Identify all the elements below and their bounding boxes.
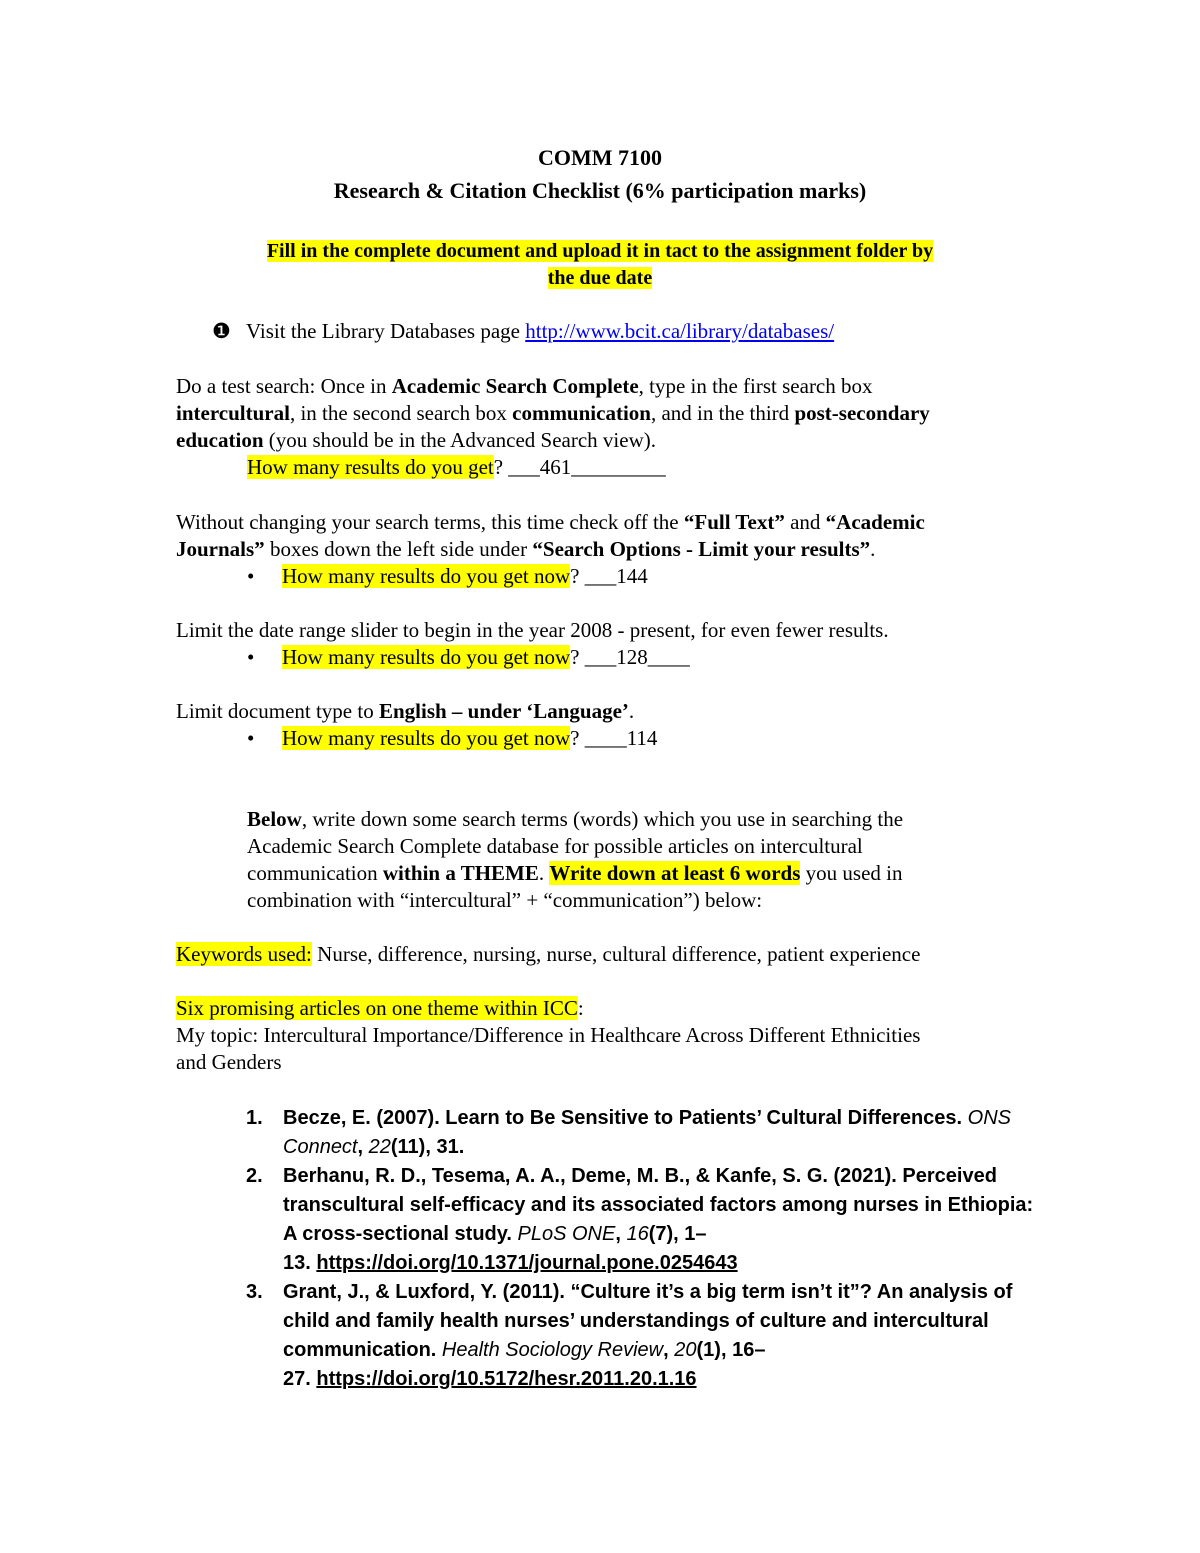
text: ,	[615, 1223, 627, 1245]
text: (you should be in the Advanced Search view).	[263, 428, 656, 452]
list-item	[246, 1104, 1036, 1162]
keywords-line	[176, 941, 1100, 968]
journal-name: Health Sociology Review	[441, 1339, 664, 1361]
option-name: Journals”	[176, 537, 265, 561]
text: ,	[357, 1136, 369, 1158]
database-name: Academic Search Complete	[391, 374, 639, 398]
topic-text[interactable]: My topic: Intercultural Importance/Difference in Healthcare Across Different Ethnicities	[176, 1023, 921, 1047]
keyword: post-secondary	[794, 401, 930, 425]
bullet: •	[247, 726, 255, 750]
text: Limit document type to	[176, 699, 379, 723]
language-option: English – under ‘Language’	[378, 699, 629, 723]
step-1	[212, 318, 834, 345]
option-name: “Academic	[825, 510, 925, 534]
text: , type in the first search box	[638, 374, 873, 398]
reference-text: Grant, J., & Luxford, Y. (2011). “Culture it’s a big term isn’t it”? An analysis of child and family health nurses’ understandings of culture and intercultural communication.	[283, 1281, 1013, 1361]
text: you used in	[800, 861, 903, 885]
date-range-text: Limit the date range slider to begin in the year 2008 - present, for even fewer results.	[176, 618, 889, 642]
question-4	[282, 725, 657, 752]
text: Do a test search: Once in	[176, 374, 392, 398]
test-search-paragraph	[176, 373, 1024, 454]
answer-field[interactable]: ? ___128____	[570, 645, 690, 669]
topic-text[interactable]: and Genders	[176, 1050, 282, 1074]
doi-link[interactable]: https://doi.org/10.1371/journal.pone.0254643	[316, 1252, 738, 1274]
question-3	[282, 644, 690, 671]
step-number-icon: ❶	[212, 319, 231, 343]
reference-text: Berhanu, R. D., Tesema, A. A., Deme, M. B., & Kanfe, S. G. (2021). Perceived transcultural self-efficacy and its associated factors among nurses in Ethiopia: A cross-sectional study.	[283, 1165, 1034, 1245]
keyword: intercultural	[176, 401, 290, 425]
keywords-value[interactable]: Nurse, difference, nursing, nurse, cultural difference, patient experience	[311, 942, 921, 966]
question-text: How many results do you get now	[282, 645, 571, 669]
answer-field[interactable]: ? ___144	[570, 564, 648, 588]
keyword: communication	[512, 401, 651, 425]
text: Without changing your search terms, this time check off the	[176, 510, 684, 534]
instruction	[0, 238, 1200, 292]
text: .	[538, 861, 550, 885]
articles-section	[176, 995, 1100, 1076]
text: :	[577, 996, 584, 1020]
language-paragraph	[176, 698, 1024, 725]
text: 27.	[283, 1368, 317, 1390]
references-list	[246, 1104, 1036, 1394]
question-text: How many results do you get now	[282, 726, 571, 750]
list-number: 1.	[246, 1107, 263, 1129]
text: .	[628, 699, 635, 723]
bullet: •	[247, 564, 255, 588]
text: within a THEME	[382, 861, 539, 885]
text: combination with “intercultural” + “communication”) below:	[247, 888, 763, 912]
instruction-line-2: the due date	[547, 267, 653, 289]
keywords-label: Keywords used:	[176, 942, 312, 966]
list-item	[246, 1278, 1036, 1394]
text: , write down some search terms (words) which you use in searching the	[301, 807, 904, 831]
document-title: Research & Citation Checklist (6% participation marks)	[333, 178, 867, 203]
keyword: education	[176, 428, 264, 452]
instruction-line-1: Fill in the complete document and upload it in tact to the assignment folder by	[266, 240, 934, 262]
step-1-text: Visit the Library Databases page	[246, 319, 526, 343]
reference-text: Becze, E. (2007). Learn to Be Sensitive to Patients’ Cultural Differences.	[283, 1107, 968, 1129]
text: (1), 16–	[696, 1339, 766, 1361]
articles-label: Six promising articles on one theme within ICC	[176, 996, 578, 1020]
journal-name: PLoS ONE	[517, 1223, 616, 1245]
bullet: •	[247, 645, 255, 669]
text: , and in the third	[650, 401, 795, 425]
option-name: “Full Text”	[683, 510, 785, 534]
volume: 20	[674, 1339, 697, 1361]
doi-link[interactable]: https://doi.org/10.5172/hesr.2011.20.1.16	[316, 1368, 697, 1390]
journal-name: ONS Connect	[283, 1107, 1012, 1158]
volume: 22	[368, 1136, 391, 1158]
answer-field[interactable]: ? ____114	[570, 726, 658, 750]
text: (7), 1–	[648, 1223, 707, 1245]
text: ,	[663, 1339, 675, 1361]
text: Academic Search Complete database for possible articles on intercultural	[247, 834, 863, 858]
search-terms-instructions	[247, 806, 1037, 914]
list-item	[246, 1162, 1036, 1278]
text: Below	[247, 807, 302, 831]
fulltext-paragraph	[176, 509, 1024, 563]
text: and	[784, 510, 826, 534]
question-2	[282, 563, 648, 590]
option-name: “Search Options - Limit your results”	[532, 537, 871, 561]
list-number: 3.	[246, 1281, 263, 1303]
list-number: 2.	[246, 1165, 263, 1187]
text: , in the second search box	[289, 401, 513, 425]
answer-field[interactable]: ? ___461_________	[493, 455, 666, 479]
text: communication	[247, 861, 383, 885]
text: (11), 31.	[390, 1136, 465, 1158]
question-1	[247, 454, 666, 481]
text: 13.	[283, 1252, 317, 1274]
question-text: How many results do you get	[247, 455, 494, 479]
library-databases-link[interactable]: http://www.bcit.ca/library/databases/	[525, 319, 835, 343]
text: .	[870, 537, 876, 561]
text: boxes down the left side under	[264, 537, 533, 561]
volume: 16	[626, 1223, 649, 1245]
question-text: How many results do you get now	[282, 564, 571, 588]
highlighted-instruction: Write down at least 6 words	[549, 861, 801, 885]
course-code: COMM 7100	[537, 145, 663, 170]
